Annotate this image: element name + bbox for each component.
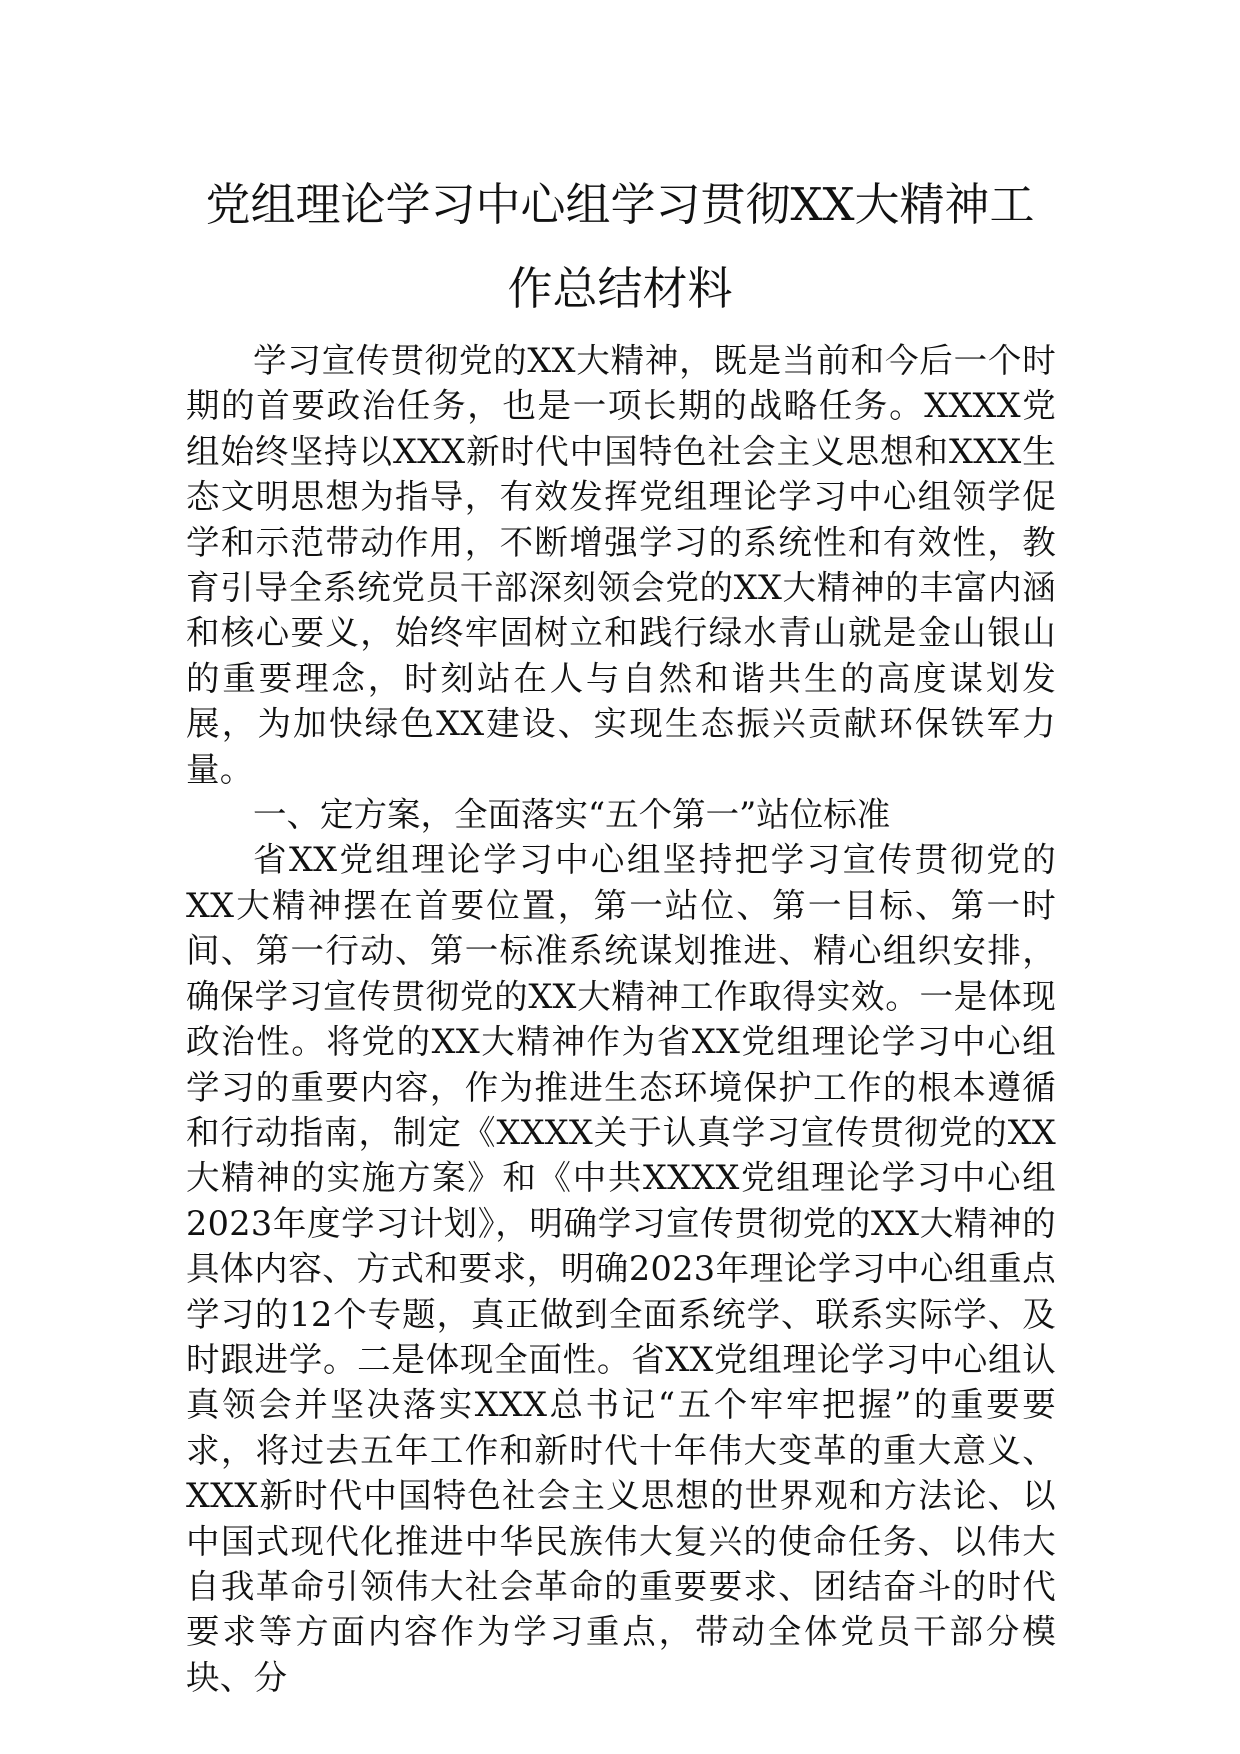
document-title-line-1: 党组理论学习中心组学习贯彻XX大精神工 [205,178,1035,231]
intro-paragraph: 学习宣传贯彻党的XX大精神，既是当前和今后一个时期的首要政治任务，也是一项长期的战略任务。XXXX党组始终坚持以XXX新时代中国特色社会主义思想和XXX生态文明思想为指导，有效发挥党组理论学习中心组领学促学和示范带动作用，不断增强学习的系统性和有效性，教育引导全系统党员干部深刻领会党的XX大精神的丰富内涵和核心要义，始终牢固树立和践行绿水青山就是金山银山的重要理念，时刻站在人与自然和谐共生的高度谋划发展，为加快绿色XX建设、实现生态振兴贡献环保铁军力量。 [186,341,1056,789]
document-title-line-2: 作总结材料 [507,262,733,315]
document-body [186,338,1056,1700]
section-1-paragraph: 省XX党组理论学习中心组坚持把学习宣传贯彻党的XX大精神摆在首要位置，第一站位、第一目标、第一时间、第一行动、第一标准系统谋划推进、精心组织安排，确保学习宣传贯彻党的XX大精神工作取得实效。一是体现政治性。将党的XX大精神作为省XX党组理论学习中心组学习的重要内容，作为推进生态环境保护工作的根本遵循和行动指南，制定《XXXX关于认真学习宣传贯彻党的XX大精神的实施方案》和《中共XXXX党组理论学习中心组2023年度学习计划》，明确学习宣传贯彻党的XX大精神的具体内容、方式和要求，明确2023年理论学习中心组重点学习的12个专题，真正做到全面系统学、联系实际学、及时跟进学。二是体现全面性。省XX党组理论学习中心组认真领会并坚决落实XXX总书记“五个牢牢把握”的重要要求，将过去五年工作和新时代十年伟大变革的重大意义、XXX新时代中国特色社会主义思想的世界观和方法论、以中国式现代化推进中华民族伟大复兴的使命任务、以伟大自我革命引领伟大社会革命的重要要求、团结奋斗的时代要求等方面内容作为学习重点，带动全体党员干部分模块、分 [186,840,1056,1697]
section-heading-1: 一、定方案，全面落实“五个第一”站位标准 [253,795,891,835]
